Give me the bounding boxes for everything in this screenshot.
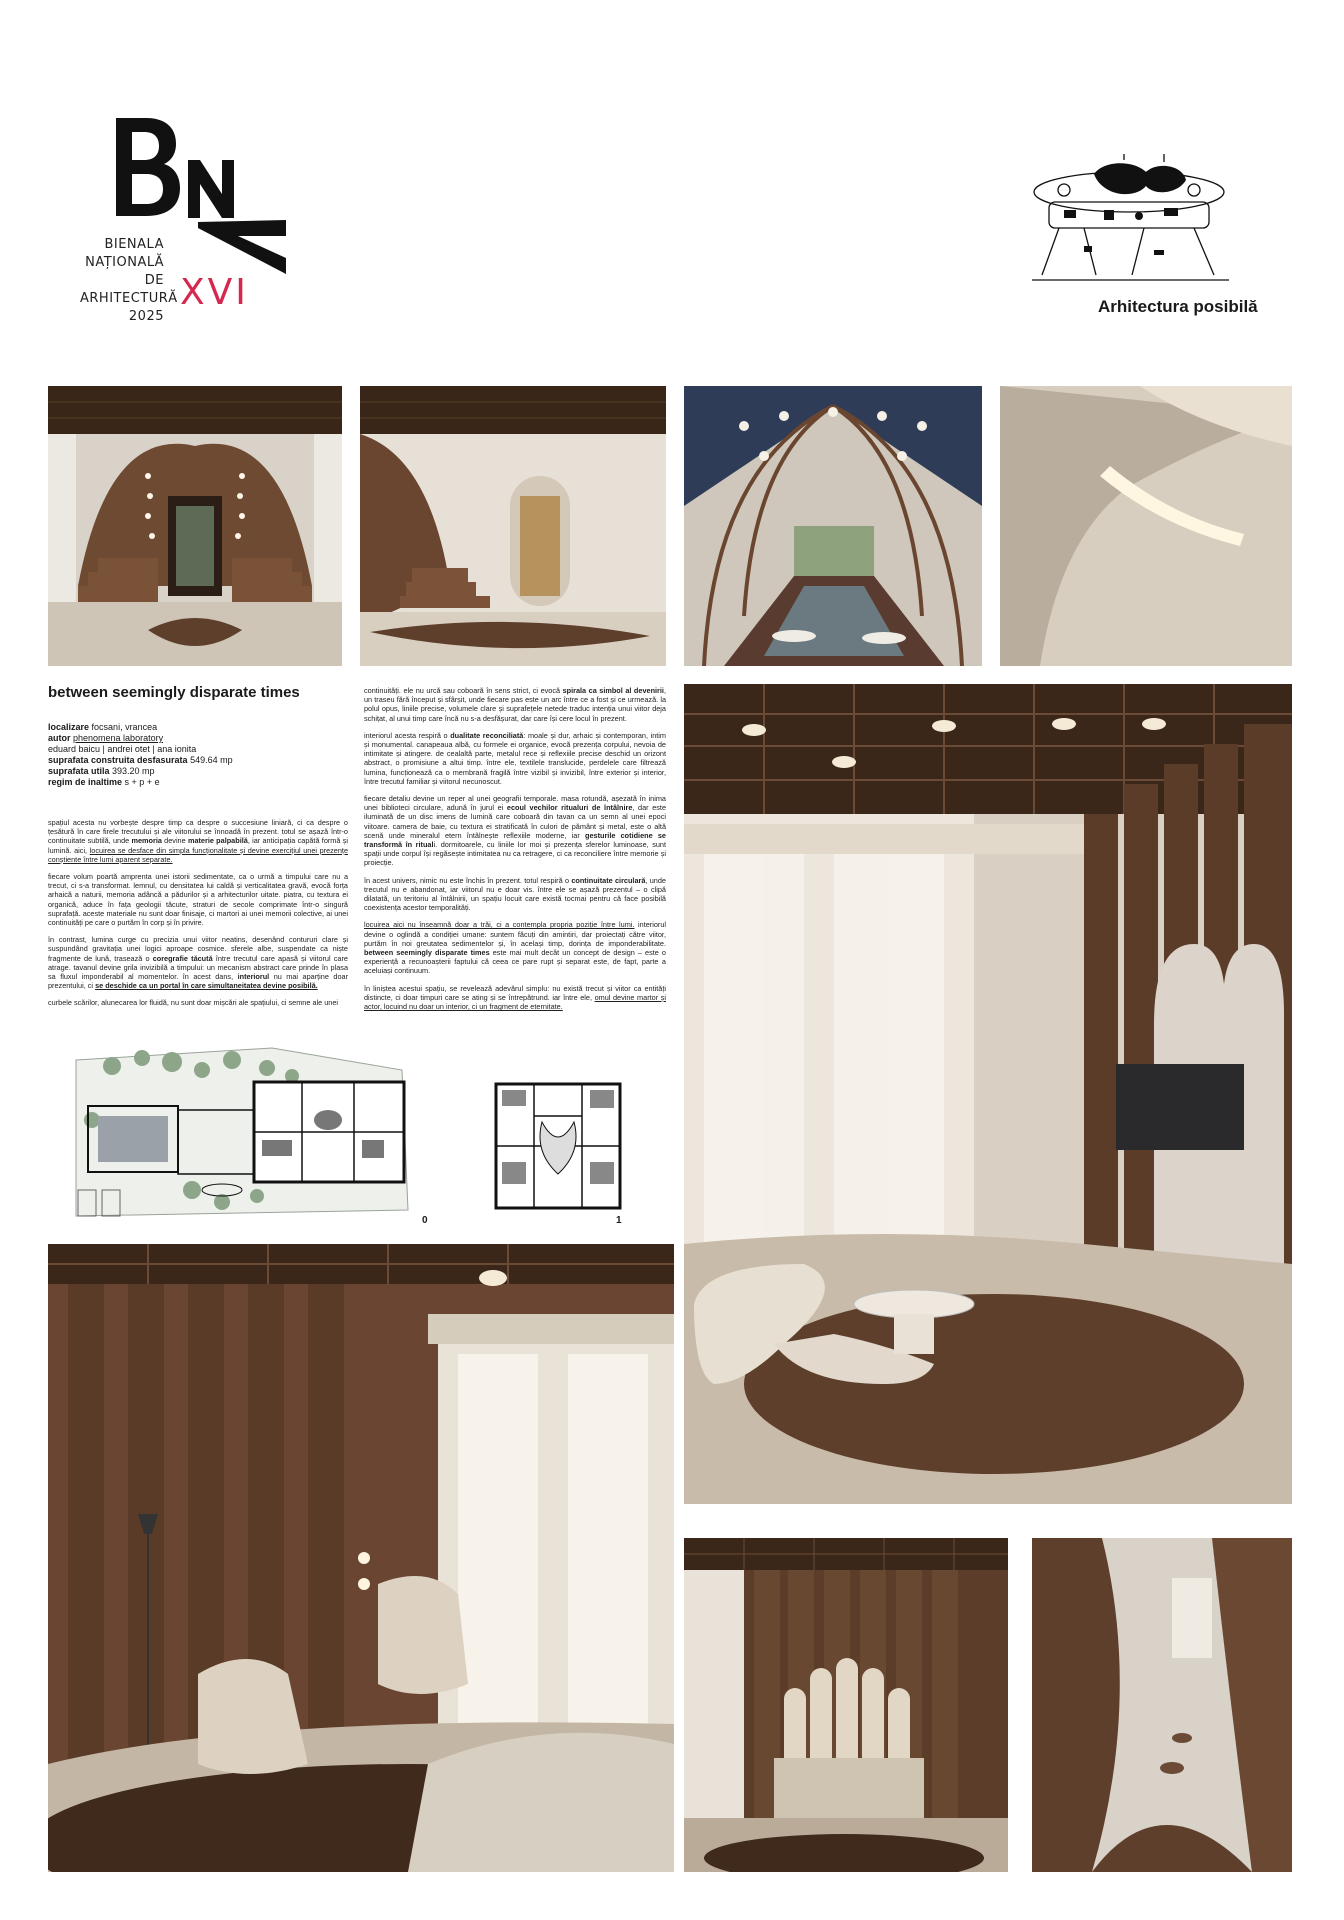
- text-column-1: [48, 818, 348, 1016]
- fact-value: phenomena laboratory: [73, 733, 164, 743]
- paragraph: în acest univers, nimic nu este închis în prezent. totul respiră o continuitate circulară, unde trecutul nu e abandonat, iar viitorul nu e doar vis. între ele se așază prezentul – o clipă dilatată, un teritoriu al întâlnirii, un spațiu locuit care există tocmai pentru că face posibilă coexistența acestor temporalități.: [364, 875, 666, 913]
- fact-value: eduard baicu | andrei otet | ana ionita: [48, 744, 197, 754]
- fact-label: autor: [48, 733, 71, 743]
- floor-plan-upper: [494, 1082, 622, 1210]
- fact-row: [48, 744, 308, 755]
- text-column-2: [364, 686, 666, 1019]
- logo-line: ARHITECTURĂ: [80, 291, 178, 306]
- floor-plan-label-upper: 1: [616, 1215, 622, 1226]
- fact-label: suprafata construita desfasurata: [48, 755, 188, 765]
- paragraph: spațiul acesta nu vorbește despre timp ca despre o succesiune liniară, ci ca despre o țesătură în care firele trecutului și ale viitorului se înnoadă în prezent. totul se așază într-o continuitate subtilă, unde memoria devine materie palpabilă, iar anticipația capătă formă și lumină. aici, locuirea se desface din simpla funcționalitate și devine exercițiul unei prezențe conștiente între lumi aparent separate.: [48, 818, 348, 864]
- render-master-bedroom: [684, 1538, 1008, 1872]
- paragraph: în contrast, lumina curge cu precizia unui viitor neatins, desenând contururi clare și suspundând gravitația unei logici aproape cosmice. sferele albe, suspendate ca niște fragmente de lună, trasează o coregrafie tăcută între trecutul care apasă și viitorul care atrage. tavanul devine grila invizibilă a timpului: un mecanism abstract care prinde în plasa sa fluxul imponderabil al momentelor. în acest dans, interiorul nu mai aparține doar prezentului, ci se deschide ca un portal în care simultaneitatea devine posibilă.: [48, 935, 348, 991]
- paragraph: locuirea aici nu înseamnă doar a trăi, ci a contempla propria poziție între lumi. interiorul devine o oglindă a condiției umane: suntem făcuți din amintiri, dar proiectați către viitor, purtăm în noi greutatea sedimentelor și, în același timp, dorința de imponderabilitate. between seemingly disparate times este mai mult decât un concept de design – este o experiență a recunoașterii faptului că ceea ce pare rupt și separat este, de fapt, parte a aceluiași continuum.: [364, 920, 667, 976]
- render-entry-stairs: [360, 386, 666, 666]
- fact-value: focsani, vrancea: [91, 722, 158, 732]
- fact-row: [48, 766, 308, 777]
- possible-architecture-illustration: [1024, 150, 1234, 290]
- render-living-room: [684, 684, 1292, 1504]
- fact-label: localizare: [48, 722, 90, 732]
- paragraph: fiecare detaliu devine un reper al unei geografii temporale. masa rotundă, așezată în inima unei biblioteci circulare, adună în jurul ei ecoul vechilor ritualuri de întâlnire, dar este iluminată de un disc imens de lumină care coboară din tavan ca un semn al unei epoci viitoare. camera de baie, cu textura ei stratificată în culori de pământ și metal, este o altă scenă unde mineralul etern întâlnește reflexiile moderne, iar gesturile cotidiene se transformă în rituali. dormitoarele, cu liniile lor moi și prezența sferelor luminoase, sunt spații unde corpul își regăsește intimitatea nu ca retragere, ci ca reconciliere între memorie și proiecție.: [364, 794, 667, 868]
- logo-line: BIENALA: [104, 237, 164, 252]
- project-facts: [48, 722, 308, 788]
- paragraph: fiecare volum poartă amprenta unei istorii sedimentate, ca o urmă a timpului care nu a trecut, ci s-a transformat. lemnul, cu densitatea lui caldă și verticalitatea gravă, evocă forța arhaică a naturii, memoria adâncă a pădurilor și a arhitecturilor uitate. piatra, cu textura ei organică, aduce în fața geologii tăcute, straturi de secole comprimate într-o singură suprafață. aceste materiale nu sunt doar finisaje, ci martori ai unei memorii colective, ai unei continuități pe care o purtăm în corp și în privire.: [48, 872, 348, 928]
- fact-value: 549.64 mp: [190, 755, 233, 765]
- render-staircase-hall: [48, 386, 342, 666]
- render-pool-greenhouse: [684, 386, 982, 666]
- edition-number: XVI: [180, 272, 249, 313]
- paragraph: interiorul acesta respiră o dualitate reconciliată: moale și dur, arhaic și contemporan, intim și monumental. canapeaua albă, cu formele ei organice, evocă prezența corpului, nevoia de intimitate și atingere. de cealaltă parte, metalul rece și reflexiile precise deschid un orizont abstract, o promisiune a altui timp. între ele, textilele translucide, perdelele care filtrează lumina, funcționează ca o membrană fragilă între vizibil și invizibil, între exterior și interior, între trecutul familiar și viitorul necunoscut.: [364, 730, 666, 786]
- fact-value: 393.20 mp: [112, 766, 155, 776]
- paragraph: continuități. ele nu urcă sau coboară în sens strict, ci evocă spirala ca simbol al devenirii, un traseu fără început și sfârșit, unde fiecare pas este un arc între ce a fost și ce urmează. la polul opus, liniile precise, volumele clare și suprafețele netede traduc intenția unui viitor deja schițat, al unui timp care încă nu s-a desfășurat, dar care își cere locul în prezent.: [364, 686, 666, 723]
- project-title: between seemingly disparate times: [48, 684, 300, 701]
- paragraph: curbele scărilor, alunecarea lor fluidă, nu sunt doar mișcări ale spațiului, ci semne ale unei: [48, 998, 339, 1008]
- fact-label: suprafata utila: [48, 766, 110, 776]
- fact-label: regim de inaltime: [48, 777, 123, 787]
- fact-value: s + p + e: [124, 777, 160, 787]
- render-bedroom-lounge: [48, 1244, 674, 1872]
- fact-row: [48, 733, 308, 744]
- render-curved-wall-detail: [1000, 386, 1292, 666]
- render-curved-corridor: [1032, 1538, 1292, 1872]
- floor-plan-label-ground: 0: [422, 1215, 428, 1226]
- floor-plan-ground: [72, 1040, 432, 1224]
- logo-line: 2025: [128, 309, 164, 324]
- logo-caption: [80, 236, 178, 326]
- walking-machine-icon: [1024, 150, 1234, 290]
- exhibition-tagline: Arhitectura posibilă: [1098, 297, 1258, 316]
- paragraph: în liniștea acestui spațiu, se revelează adevărul simplu: nu există trecut și viitor ca entități distincte, ci doar timpuri care se ating și se întrepătrund. iar între ele, omul devine martor și actor, locuind nu doar un interior, ci un fragment de eternitate.: [364, 983, 666, 1012]
- fact-row: [48, 777, 308, 788]
- logo-line: DE: [144, 273, 164, 288]
- fact-row: [48, 722, 308, 733]
- fact-row: [48, 755, 308, 766]
- logo-line: NAȚIONALĂ: [85, 255, 164, 270]
